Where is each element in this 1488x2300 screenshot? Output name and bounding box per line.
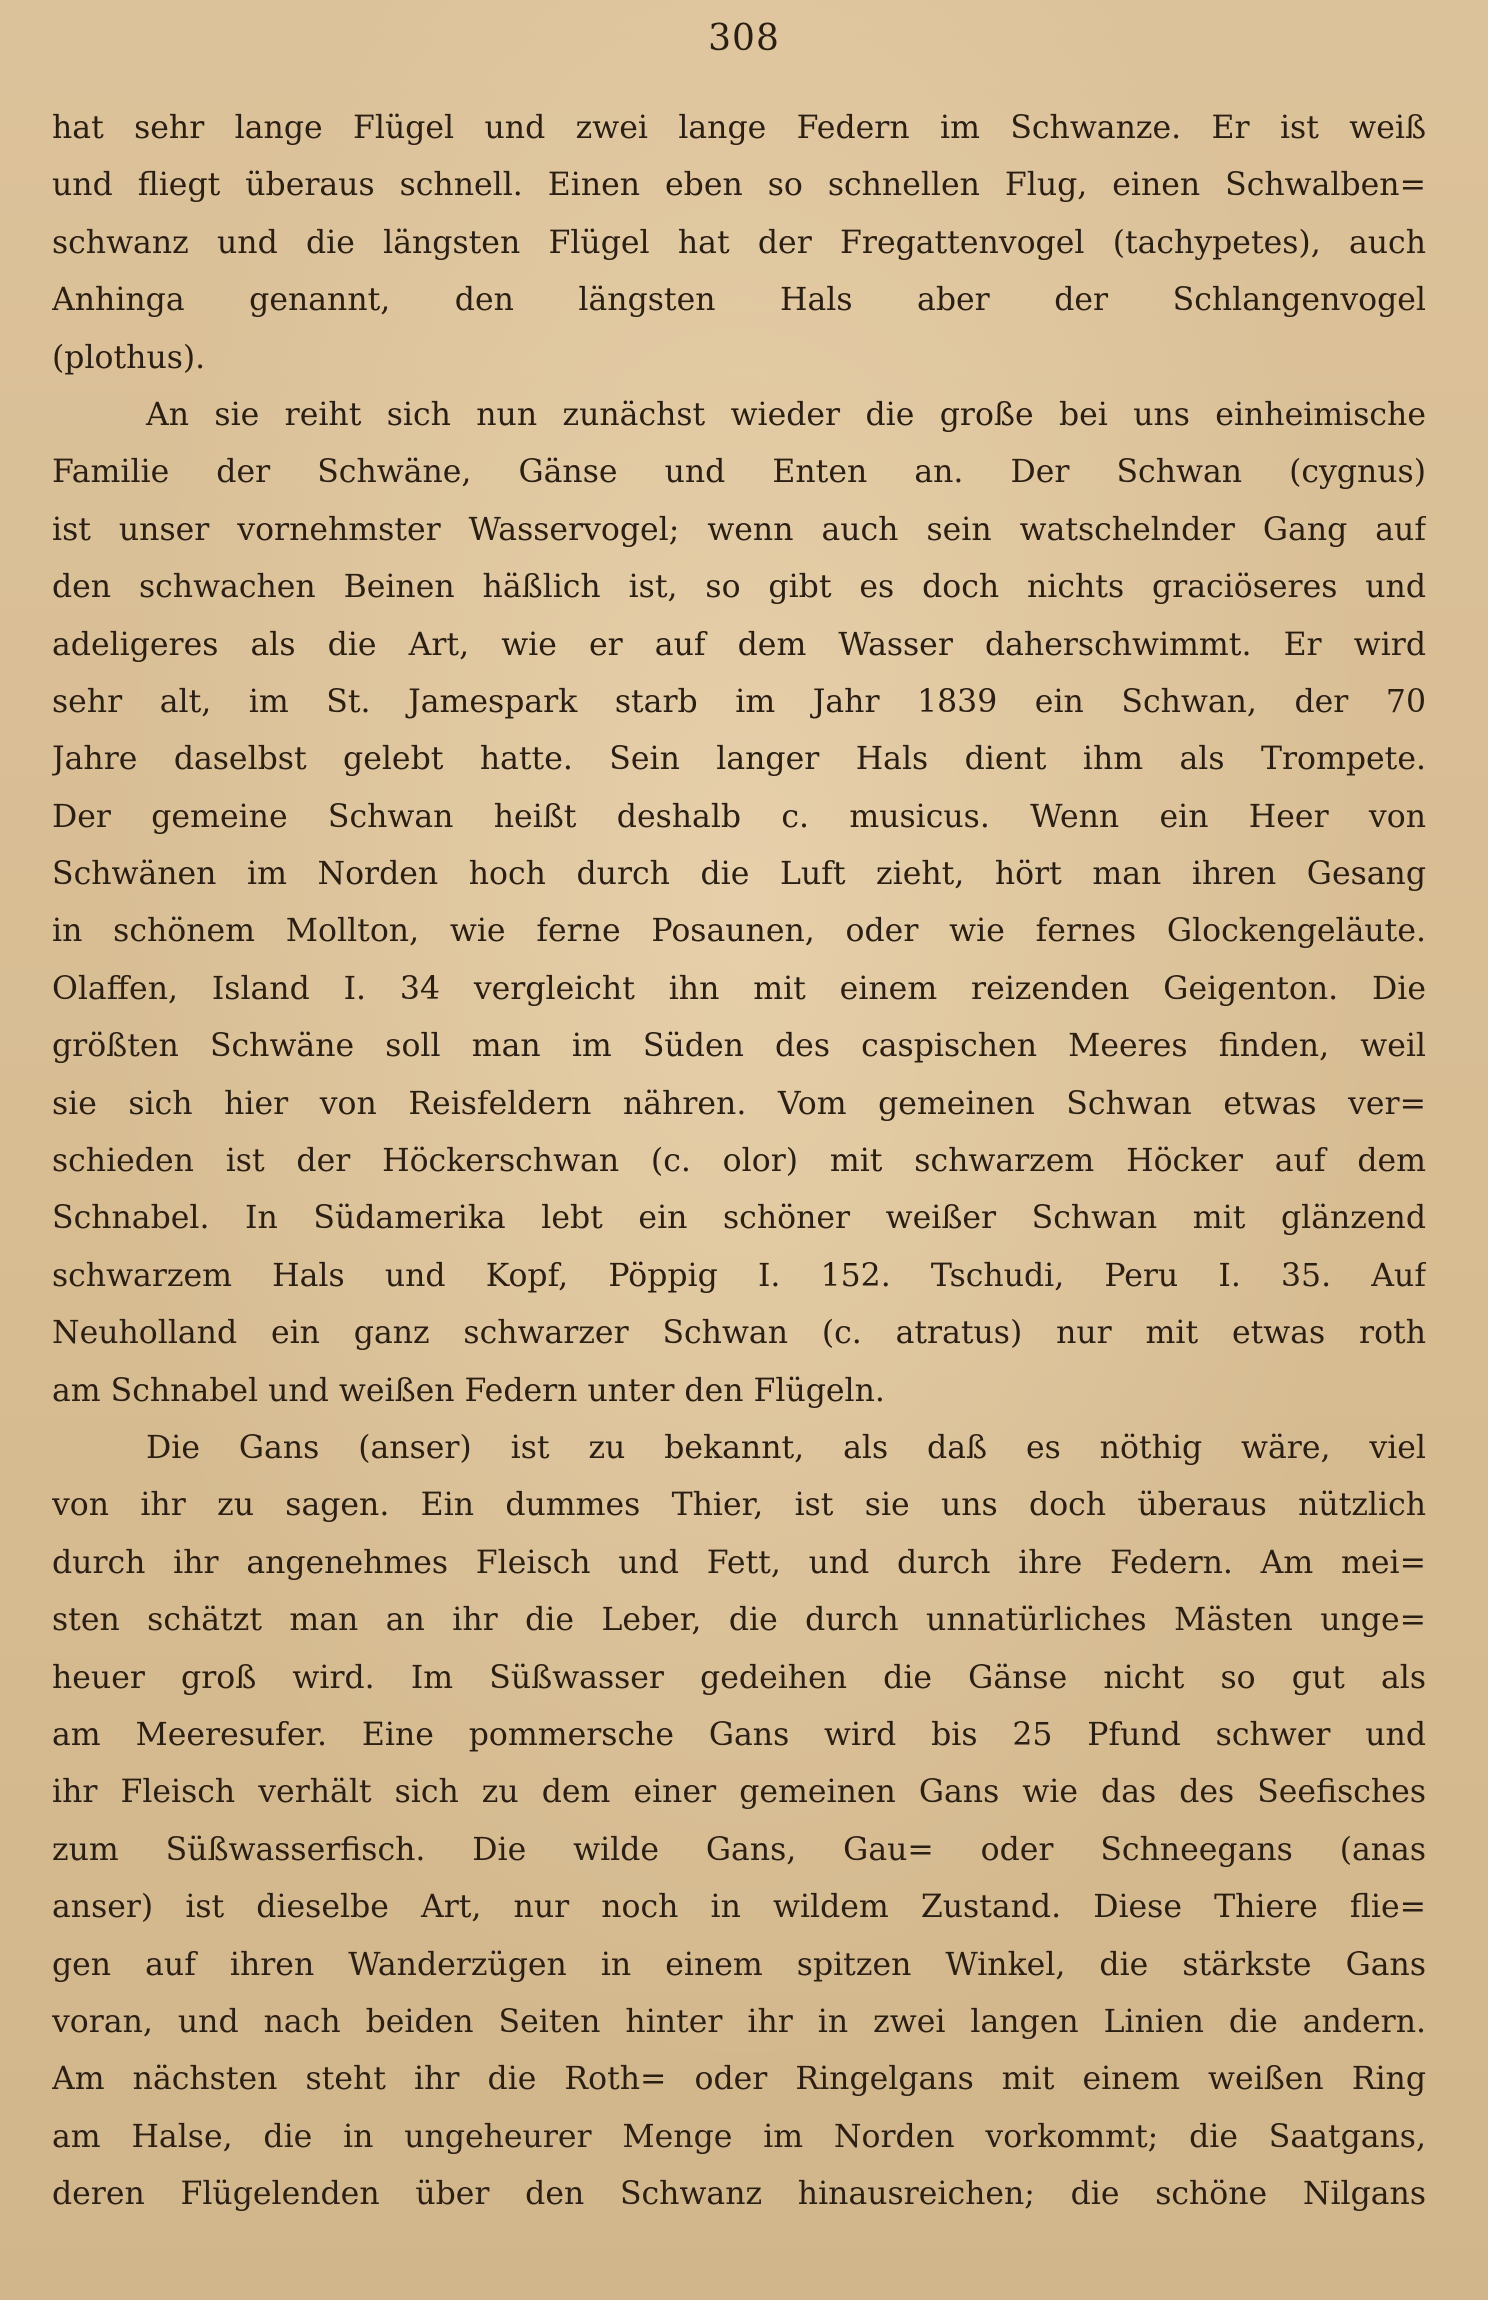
text-line: heuer groß wird. Im Süßwasser gedeihen die Gänse nicht so gut als — [52, 1659, 1426, 1696]
paragraph-start-line: An sie reiht sich nun zunächst wieder die große bei uns einheimische — [146, 396, 1426, 433]
text-line: sehr alt, im St. Jamespark starb im Jahr 1839 ein Schwan, der 70 — [52, 683, 1426, 720]
text-line: deren Flügelenden über den Schwanz hinausreichen; die schöne Nilgans — [52, 2176, 1426, 2213]
text-line: sten schätzt man an ihr die Leber, die durch unnatürliches Mästen unge= — [52, 1602, 1426, 1639]
text-line: und fliegt überaus schnell. Einen eben so schnellen Flug, einen Schwalben= — [52, 167, 1426, 204]
text-line: hat sehr lange Flügel und zwei lange Federn im Schwanze. Er ist weiß — [52, 110, 1426, 146]
text-line: Schnabel. In Südamerika lebt ein schöner weißer Schwan mit glänzend — [52, 1200, 1426, 1237]
text-line: Neuholland ein ganz schwarzer Schwan (c. atratus) nur mit etwas roth — [52, 1315, 1426, 1352]
text-line: gen auf ihren Wanderzügen in einem spitzen Winkel, die stärkste Gans — [52, 1946, 1426, 1983]
page-number: 308 — [708, 18, 780, 59]
text-line: durch ihr angenehmes Fleisch und Fett, und durch ihre Federn. Am mei= — [52, 1544, 1426, 1581]
text-line: sie sich hier von Reisfeldern nähren. Vom gemeinen Schwan etwas ver= — [52, 1085, 1426, 1122]
text-line: ihr Fleisch verhält sich zu dem einer gemeinen Gans wie das des Seefisches — [52, 1774, 1426, 1811]
text-line: (plothus). — [52, 339, 206, 376]
text-line: voran, und nach beiden Seiten hinter ihr in zwei langen Linien die andern. — [52, 2003, 1426, 2040]
text-line: größten Schwäne soll man im Süden des caspischen Meeres finden, weil — [52, 1028, 1426, 1065]
paragraph-start-line: Die Gans (anser) ist zu bekannt, als daß es nöthig wäre, viel — [146, 1429, 1426, 1466]
text-line: Familie der Schwäne, Gänse und Enten an. Der Schwan (cygnus) — [52, 454, 1426, 491]
text-line: Der gemeine Schwan heißt deshalb c. musicus. Wenn ein Heer von — [52, 798, 1426, 835]
text-line: schwanz und die längsten Flügel hat der Fregattenvogel (tachypetes), auch — [52, 224, 1426, 261]
page-body — [52, 100, 1426, 2223]
text-line: anser) ist dieselbe Art, nur noch in wildem Zustand. Diese Thiere flie= — [52, 1889, 1426, 1926]
text-line: am Schnabel und weißen Federn unter den Flügeln. — [52, 1372, 885, 1409]
text-line: den schwachen Beinen häßlich ist, so gibt es doch nichts graciöseres und — [52, 569, 1426, 606]
text-line: am Meeresufer. Eine pommersche Gans wird bis 25 Pfund schwer und — [52, 1716, 1426, 1753]
text-line: in schönem Mollton, wie ferne Posaunen, oder wie fernes Glockengeläute. — [52, 913, 1426, 950]
text-line: Jahre daselbst gelebt hatte. Sein langer Hals dient ihm als Trompete. — [52, 741, 1426, 778]
text-line: adeligeres als die Art, wie er auf dem Wasser daherschwimmt. Er wird — [52, 626, 1426, 663]
text-line: Am nächsten steht ihr die Roth= oder Ringelgans mit einem weißen Ring — [52, 2061, 1426, 2098]
text-line: am Halse, die in ungeheurer Menge im Norden vorkommt; die Saatgans, — [52, 2118, 1426, 2155]
text-line: ist unser vornehmster Wasservogel; wenn auch sein watschelnder Gang auf — [52, 511, 1426, 548]
text-line: zum Süßwasserfisch. Die wilde Gans, Gau= oder Schneegans (anas — [52, 1831, 1426, 1868]
text-line: Anhinga genannt, den längsten Hals aber der Schlangenvogel — [52, 282, 1426, 319]
text-line: Schwänen im Norden hoch durch die Luft zieht, hört man ihren Gesang — [52, 856, 1426, 893]
text-line: schwarzem Hals und Kopf, Pöppig I. 152. Tschudi, Peru I. 35. Auf — [52, 1257, 1426, 1294]
text-line: von ihr zu sagen. Ein dummes Thier, ist sie uns doch überaus nützlich — [52, 1487, 1426, 1524]
text-line: Olaffen, Island I. 34 vergleicht ihn mit einem reizenden Geigenton. Die — [52, 970, 1426, 1007]
text-line: schieden ist der Höckerschwan (c. olor) mit schwarzem Höcker auf dem — [52, 1143, 1426, 1180]
